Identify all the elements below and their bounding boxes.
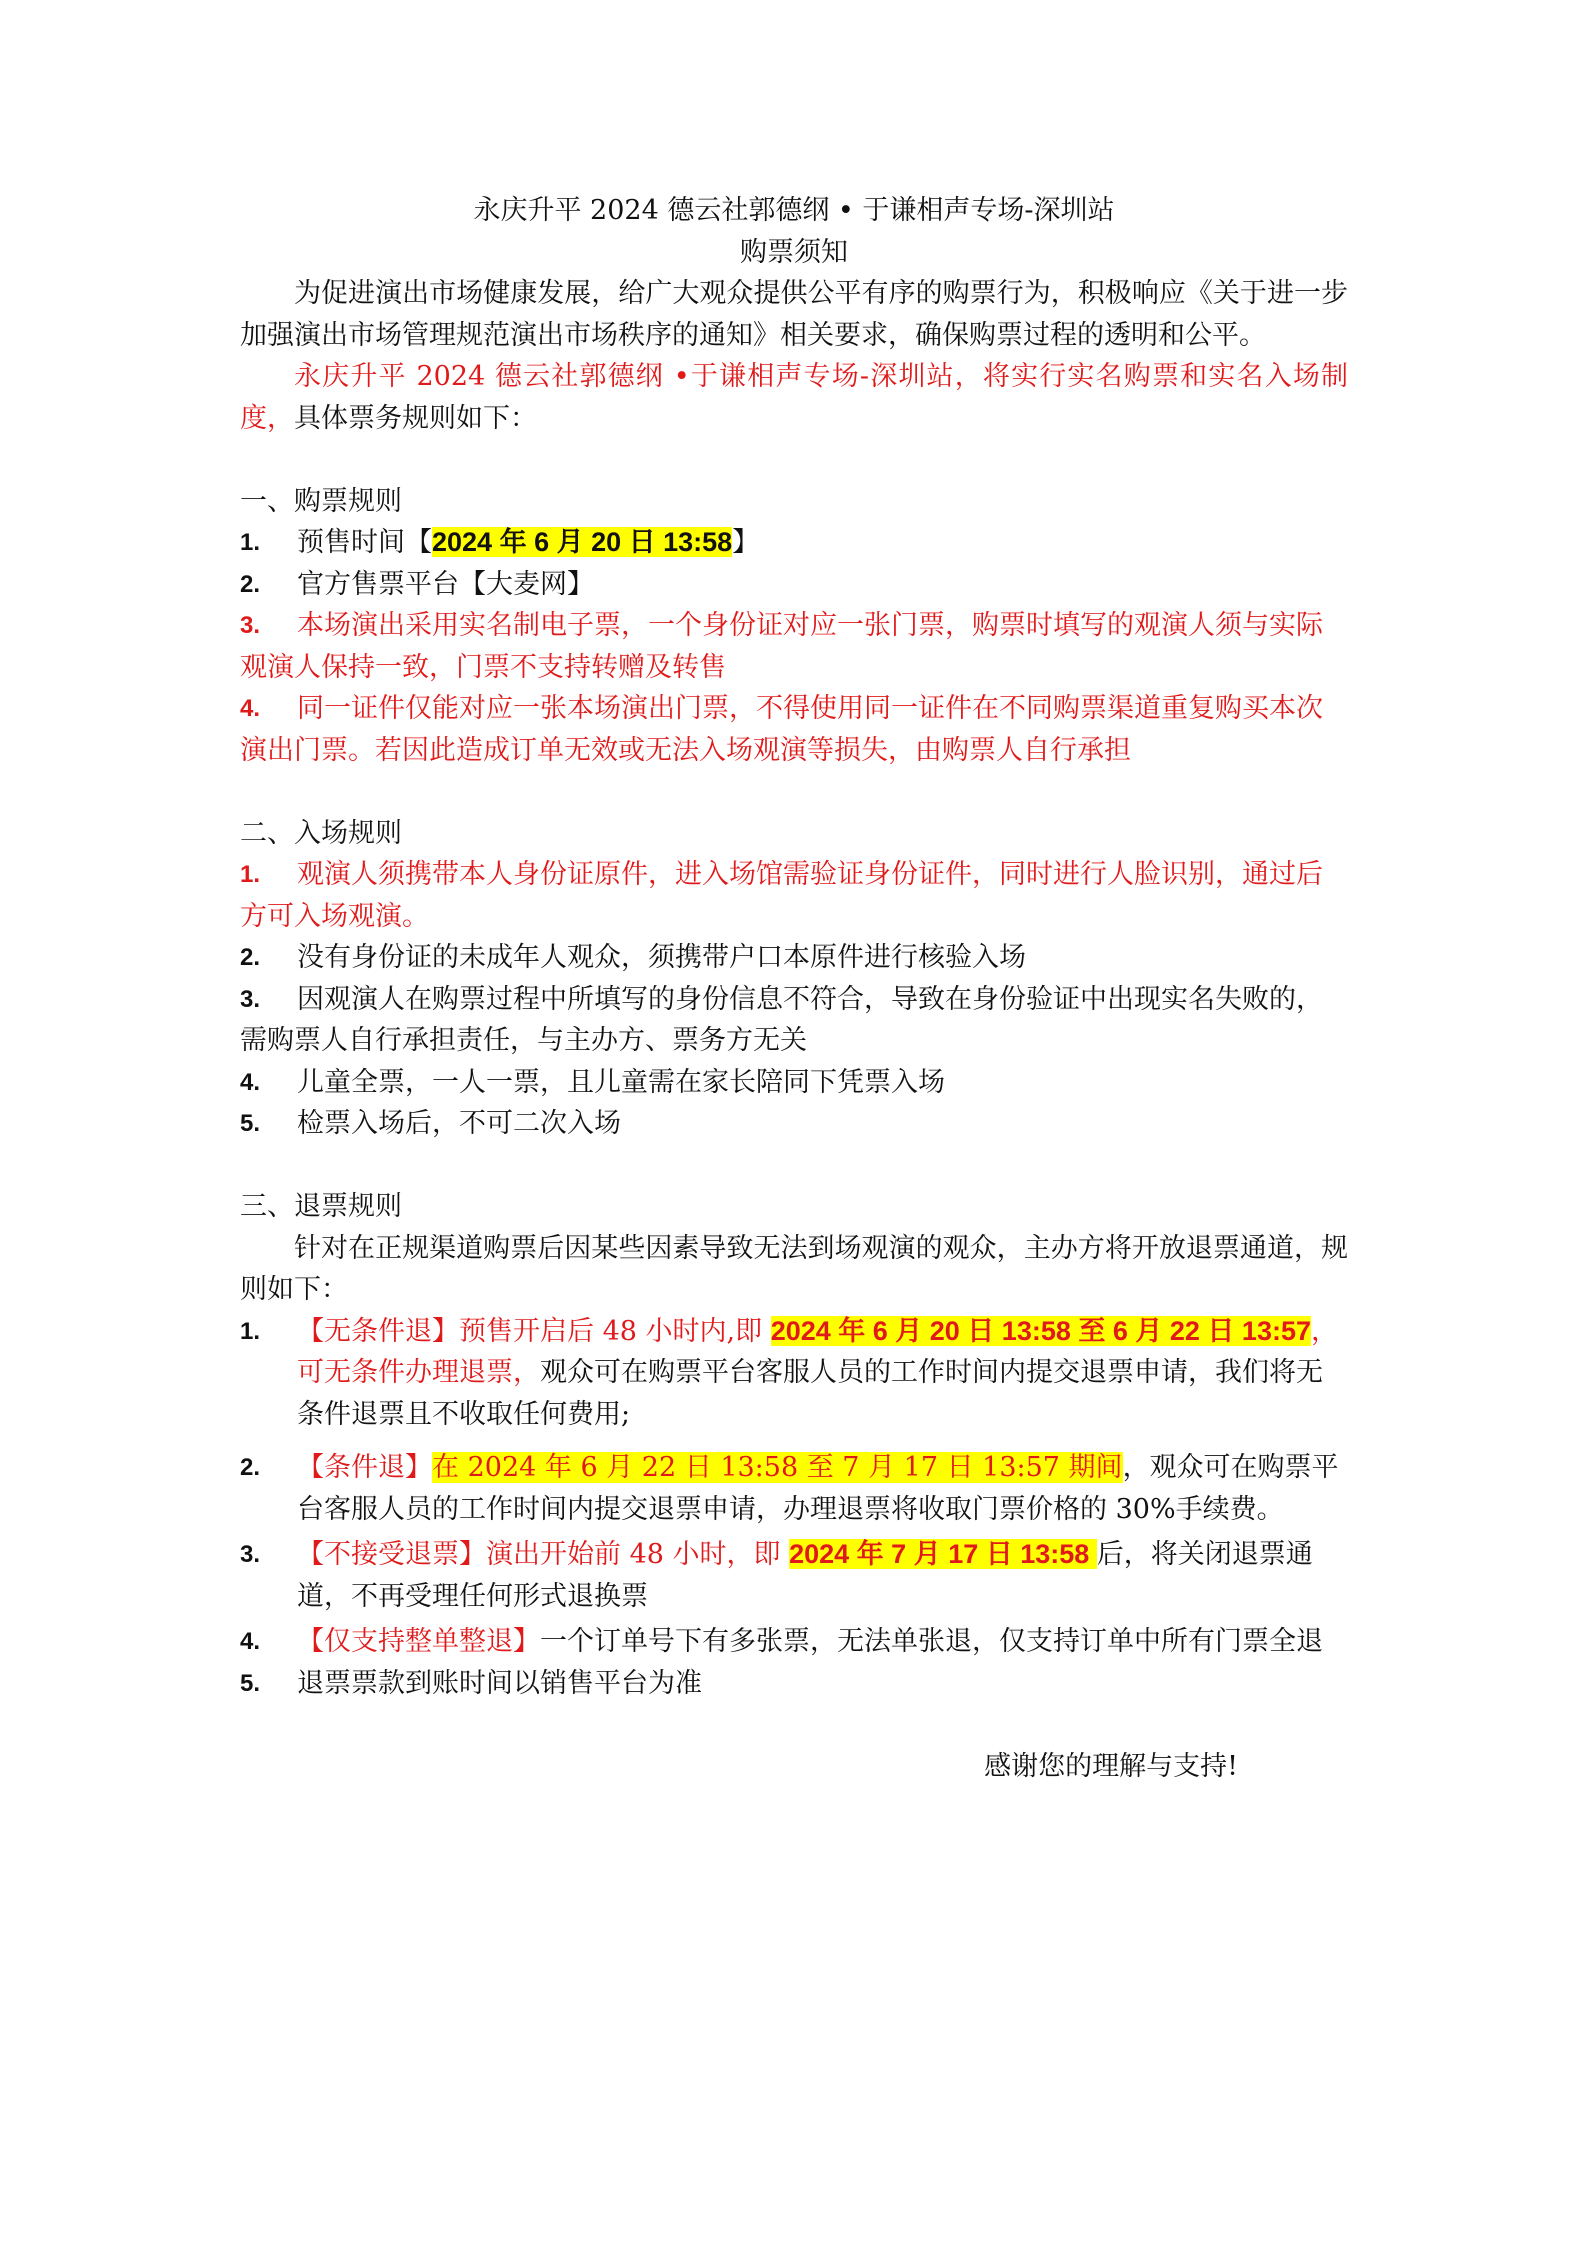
item-text: 观众可在购票平台客服人员的工作时间内提交退票申请，我们将无条件退票且不收取任何费用; [297,1357,1323,1430]
item-number: 4. [240,1068,261,1096]
section-2-heading: 二、入场规则 [240,817,402,849]
item-number: 2. [240,1454,261,1481]
item-text: 后，将关闭退票通道，不再受理任何形式退换票 [297,1539,1313,1612]
section-1-item-3 [240,605,1348,688]
item-number: 4. [240,1628,261,1655]
section-1-heading: 一、购票规则 [240,485,402,517]
intro-paragraph: 为促进演出市场健康发展，给广大观众提供公平有序的购票行为，积极响应《关于进一步加强演出市场管理规范演出市场秩序的通知》相关要求，确保购票过程的透明和公平。 [240,278,1348,351]
item-text: ，观众可在购票平台客服人员的工作时间内提交退票申请，办理退票将收取门票价格的 30%手续费。 [297,1452,1339,1525]
item-text: 观演人须携带本人身份证原件，进入场馆需验证身份证件，同时进行人脸识别，通过后方可入场观演。 [240,859,1323,932]
item-text: 一个订单号下有多张票，无法单张退，仅支持订单中所有门票全退 [540,1626,1323,1657]
item-number: 3. [240,1541,261,1568]
refund-period-highlight: 2024 年 6 月 20 日 13:58 至 6 月 22 日 13:57 [770,1315,1311,1346]
item-text: 】 [732,527,760,558]
item-red-text: 【仅支持整单整退】 [297,1626,540,1657]
section-3-item-4 [240,1621,1348,1663]
section-3-item-5 [240,1663,1348,1705]
thanks-closing: 感谢您的理解与支持! [984,1750,1238,1782]
item-number: 2. [240,944,261,971]
item-number: 3. [240,612,261,639]
item-number: 5. [240,1669,261,1697]
section-2-item-1 [240,854,1348,937]
section-3-item-3 [240,1534,1348,1617]
item-number: 1. [240,529,261,556]
item-number: 1. [240,861,261,888]
section-3-item-1 [240,1311,1348,1436]
intro-red-text: 永庆升平 2024 德云社郭德纲 •于谦相声专场-深圳站，将实行实名购票和实名入场制度， [240,361,1348,434]
item-number: 2. [240,570,261,598]
item-text: 预售时间【 [297,527,432,558]
section-1-item-1 [240,522,1348,564]
item-text: 本场演出采用实名制电子票，一个身份证对应一张门票，购票时填写的观演人须与实际观演人保持一致，门票不支持转赠及转售 [240,610,1323,683]
document-title: 永庆升平 2024 德云社郭德纲 • 于谦相声专场-深圳站 [473,195,1115,226]
section-1-item-2 [240,564,1348,606]
section-3-intro: 针对在正规渠道购票后因某些因素导致无法到场观演的观众，主办方将开放退票通道，规则如下： [240,1232,1348,1305]
item-text: 同一证件仅能对应一张本场演出门票，不得使用同一证件在不同购票渠道重复购买本次演出门票。若因此造成订单无效或无法入场观演等损失，由购票人自行承担 [240,693,1323,766]
section-3-heading: 三、退票规则 [240,1191,402,1222]
section-1-item-4 [240,688,1348,771]
section-2-item-5 [240,1103,1348,1145]
refund-period-highlight: 在 2024 年 6 月 22 日 13:58 至 7 月 17 日 13:57 期间 [432,1452,1123,1483]
document-subtitle: 购票须知 [740,236,848,268]
item-red-text: 【条件退】 [297,1452,432,1483]
item-number: 3. [240,985,261,1013]
item-number: 4. [240,695,261,722]
section-2-item-3 [240,979,1348,1062]
item-text: 官方售票平台【大麦网】 [297,568,594,600]
section-2-item-2 [240,937,1348,979]
item-red-text: 【不接受退票】演出开始前 48 小时，即 [297,1539,790,1570]
document-page [240,190,1348,1787]
item-text: 儿童全票，一人一票，且儿童需在家长陪同下凭票入场 [297,1066,945,1098]
section-3-item-2 [240,1447,1348,1530]
intro-black-text: 具体票务规则如下： [294,402,537,434]
item-text: 没有身份证的未成年人观众，须携带户口本原件进行核验入场 [297,942,1026,973]
item-red-text: ，可无条件办理退票， [297,1315,1338,1388]
intro-paragraph-2 [240,356,1348,439]
section-2-item-4 [240,1062,1348,1104]
item-text: 检票入场后，不可二次入场 [297,1108,621,1139]
item-text: 退票票款到账时间以销售平台为准 [297,1667,702,1699]
item-red-text: 【无条件退】预售开启后 48 小时内,即 [297,1315,771,1347]
refund-close-highlight: 2024 年 7 月 17 日 13:58 [789,1539,1097,1569]
item-number: 1. [240,1317,261,1345]
presale-time-highlight: 2024 年 6 月 20 日 13:58 [432,527,733,557]
item-number: 5. [240,1110,261,1137]
item-text: 因观演人在购票过程中所填写的身份信息不符合，导致在身份验证中出现实名失败的，需购票人自行承担责任，与主办方、票务方无关 [240,983,1323,1056]
